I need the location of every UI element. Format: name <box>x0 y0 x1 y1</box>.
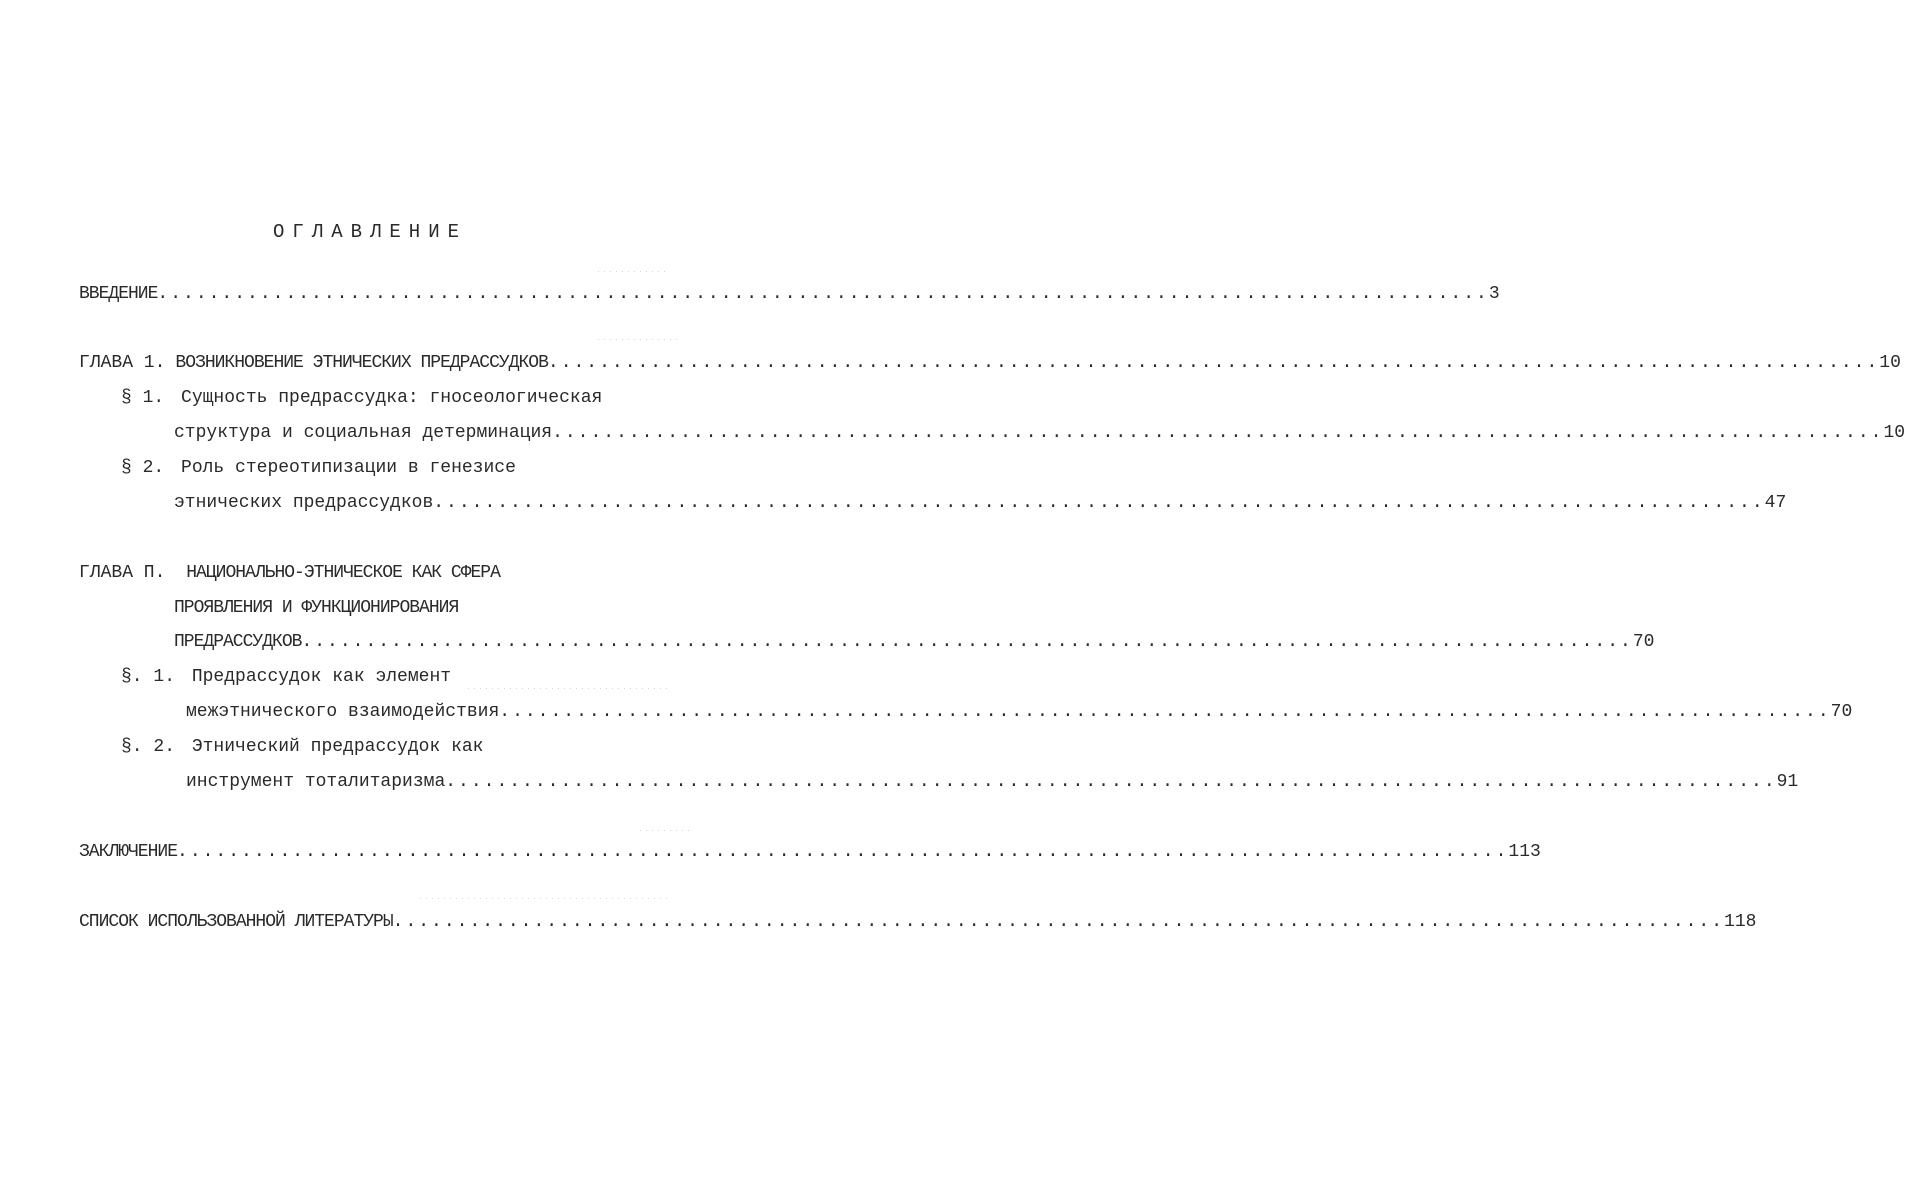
section-title: Роль стереотипизации в генезисе <box>181 458 516 478</box>
toc-entry-section-1-2 <box>0 489 1787 517</box>
chapter-2-first-line <box>79 559 500 587</box>
section-title-continued: межэтнического взаимодействия <box>186 702 500 722</box>
chapter-title: НАЦИОНАЛЬНО-ЭТНИЧЕСКОЕ КАК СФЕРА <box>186 563 500 583</box>
toc-entry-section-2-1 <box>0 698 1853 726</box>
section-marker: § 2. <box>121 458 165 478</box>
entry-title: СПИСОК ИСПОЛЬЗОВАННОЙ ЛИТЕРАТУРЫ <box>79 912 393 932</box>
dot-leader: ........................................................................................................ <box>499 702 1831 722</box>
section-marker: §. 1. <box>121 667 176 687</box>
scan-speck <box>598 271 668 272</box>
chapter-label: ГЛАВА П. <box>79 563 166 583</box>
page-number: 118 <box>1724 912 1757 932</box>
page-number: 70 <box>1632 632 1655 652</box>
dot-leader: ........................................................................................................ <box>301 632 1633 652</box>
page-number: 70 <box>1830 702 1853 722</box>
entry-title: ЗАКЛЮЧЕНИЕ <box>79 842 178 862</box>
dot-leader: ........................................................................................................ <box>392 912 1725 932</box>
section-title: Предрассудок как элемент <box>191 667 452 687</box>
page-number: 91 <box>1776 772 1799 792</box>
scan-speck <box>598 339 682 340</box>
dot-leader: ........................................................................................................ <box>433 493 1765 513</box>
toc-entry-section-1-1 <box>0 419 1905 447</box>
entry-title: ВОЗНИКНОВЕНИЕ ЭТНИЧЕСКИХ ПРЕДРАССУДКОВ <box>175 353 548 373</box>
toc-entry-chapter-1 <box>0 349 1901 377</box>
section-title: Сущность предрассудка: гносеологическая <box>181 388 603 408</box>
toc-entry-bibliography <box>0 908 1757 936</box>
toc-title: ОГЛАВЛЕНИЕ <box>272 221 468 243</box>
entry-title: ВВЕДЕНИЕ <box>79 284 158 304</box>
section-marker: §. 2. <box>121 737 176 757</box>
toc-entry-conclusion <box>0 838 1541 866</box>
section-1-2-first-line <box>121 454 516 482</box>
chapter-label: ГЛАВА 1. <box>79 353 166 373</box>
dot-leader: ........................................................................................................ <box>552 423 1884 443</box>
section-2-1-first-line <box>121 663 451 691</box>
toc-entry-introduction <box>0 280 1500 308</box>
section-title: Этнический предрассудок как <box>191 737 484 757</box>
section-marker: § 1. <box>121 388 165 408</box>
dot-leader: ........................................................................................................ <box>157 284 1489 304</box>
toc-entry-section-2-2 <box>0 768 1799 796</box>
dot-leader: ........................................................................................................ <box>547 353 1880 373</box>
page-number: 47 <box>1764 493 1787 513</box>
scan-speck <box>468 688 668 689</box>
section-title-continued: структура и социальная детерминация <box>174 423 553 443</box>
section-title-continued: инструмент тоталитаризма <box>186 772 446 792</box>
page-number: 10 <box>1879 353 1901 373</box>
section-1-1-first-line <box>121 384 602 412</box>
toc-entry-chapter-2 <box>0 628 1655 656</box>
page-number: 10 <box>1883 423 1905 443</box>
chapter-title-continued: ПРЕДРАССУДКОВ <box>174 632 302 652</box>
scan-speck <box>640 830 690 831</box>
scan-speck <box>420 898 670 899</box>
chapter-title-continued: ПРОЯВЛЕНИЯ И ФУНКЦИОНИРОВАНИЯ <box>174 598 459 618</box>
section-title-continued: этнических предрассудков <box>174 493 434 513</box>
dot-leader: ........................................................................................................ <box>445 772 1777 792</box>
page-number: 113 <box>1508 842 1541 862</box>
page-number: 3 <box>1488 284 1500 304</box>
section-2-2-first-line <box>121 733 483 761</box>
dot-leader: ........................................................................................................ <box>177 842 1509 862</box>
